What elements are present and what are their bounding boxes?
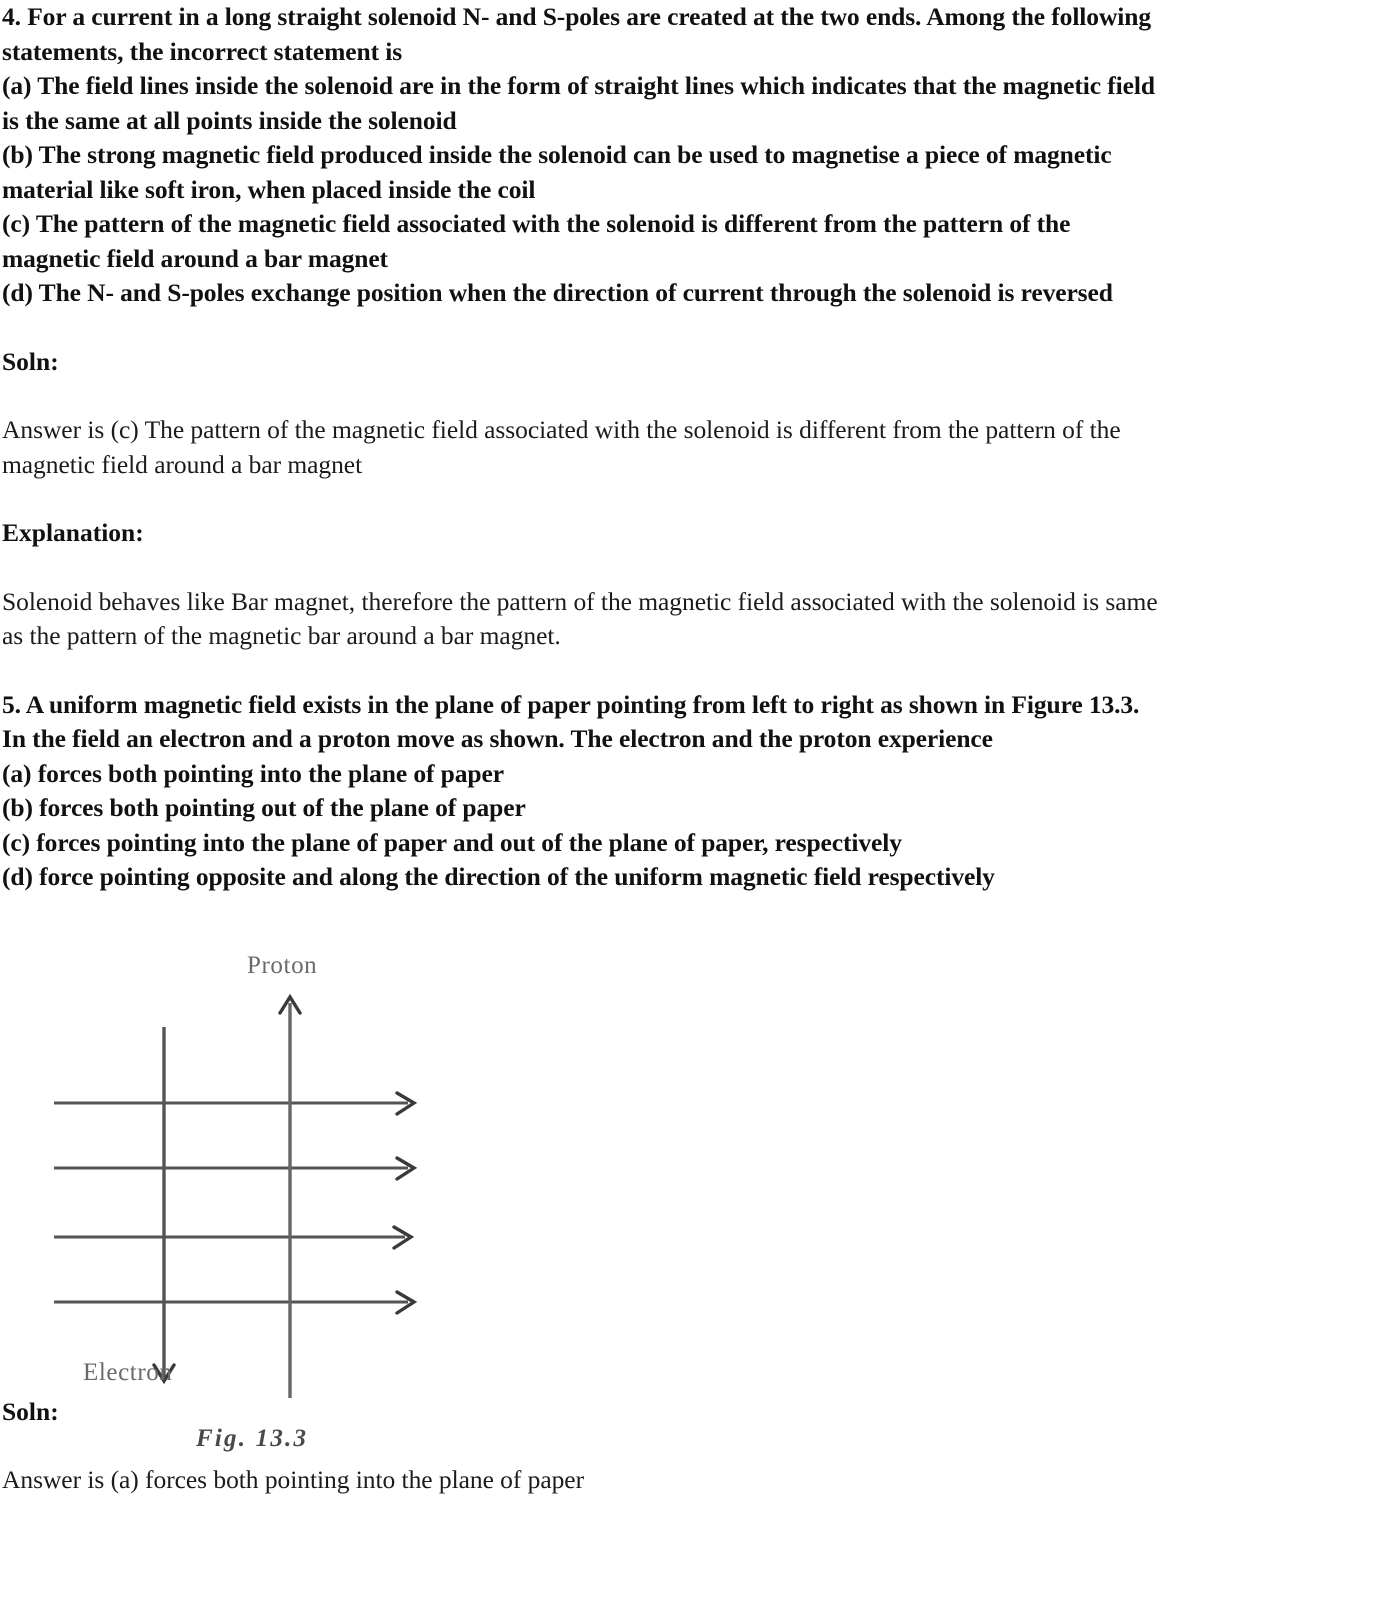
- question-5-answer-line-1: Answer is (a) forces both pointing into the plane of paper: [2, 1465, 585, 1494]
- document-content: [2, 0, 1394, 1498]
- question-5-stem-line-1: 5. A uniform magnetic field exists in the plane of paper pointing from left to right as shown in Figure 13.3.: [2, 689, 1140, 719]
- proton-label: Proton: [247, 952, 318, 979]
- question-4-explanation-line-1: Solenoid behaves like Bar magnet, therefore the pattern of the magnetic field associated with the solenoid is same: [2, 586, 1158, 616]
- question-4-option-a-line-2: is the same at all points inside the solenoid: [2, 105, 457, 135]
- question-4-soln-heading: Soln:: [2, 346, 59, 376]
- question-5-option-b: (b) forces both pointing out of the plane of paper: [2, 793, 526, 822]
- question-4-explanation-line-2: as the pattern of the magnetic bar around a bar magnet.: [2, 621, 561, 650]
- question-5-soln-heading: Soln:: [2, 1396, 59, 1426]
- question-4-answer-line-1: Answer is (c) The pattern of the magnetic field associated with the solenoid is different from the pattern of the: [2, 415, 1121, 444]
- question-4-answer-line-2: magnetic field around a bar magnet: [2, 449, 363, 479]
- electron-label: Electron: [83, 1359, 173, 1386]
- spacer-after-q4-soln-heading: [2, 379, 1394, 413]
- question-4-stem-line-1: 4. For a current in a long straight solenoid N- and S-poles are created at the two ends. Among the following: [2, 2, 1151, 31]
- spacer-before-q5: [2, 654, 1394, 688]
- question-4-stem-line-2: statements, the incorrect statement is: [2, 36, 403, 66]
- spacer-after-explanation-heading: [2, 551, 1394, 585]
- question-5-option-a: (a) forces both pointing into the plane of paper: [2, 758, 504, 788]
- question-4-block: [2, 0, 1394, 311]
- question-4-option-a-line-1: (a) The field lines inside the solenoid are in the form of straight lines which indicates that the magnetic field: [2, 71, 1155, 100]
- question-4-option-c-line-1: (c) The pattern of the magnetic field associated with the solenoid is different from the pattern of the: [2, 209, 1071, 238]
- question-4-option-b-line-1: (b) The strong magnetic field produced inside the solenoid can be used to magnetise a piece of magnetic: [2, 140, 1112, 169]
- question-4-option-b-line-2: material like soft iron, when placed inside the coil: [2, 174, 536, 204]
- question-5-block: [2, 688, 1394, 895]
- figure-13-3: [2, 895, 1394, 1395]
- question-4-option-c-line-2: magnetic field around a bar magnet: [2, 243, 388, 273]
- figure-caption: Fig. 13.3: [196, 1425, 309, 1452]
- question-5-option-c: (c) forces pointing into the plane of paper and out of the plane of paper, respectively: [2, 827, 902, 857]
- question-4-explanation-heading: Explanation:: [2, 518, 144, 547]
- spacer-before-explanation: [2, 482, 1394, 516]
- question-5-stem-line-2: In the field an electron and a proton move as shown. The electron and the proton experience: [2, 724, 993, 753]
- question-4-option-d-line-1: (d) The N- and S-poles exchange position when the direction of current through the solenoid is reversed: [2, 278, 1113, 307]
- spacer-after-q4-options: [2, 311, 1394, 345]
- question-5-option-d: (d) force pointing opposite and along the direction of the uniform magnetic field respectively: [2, 862, 995, 891]
